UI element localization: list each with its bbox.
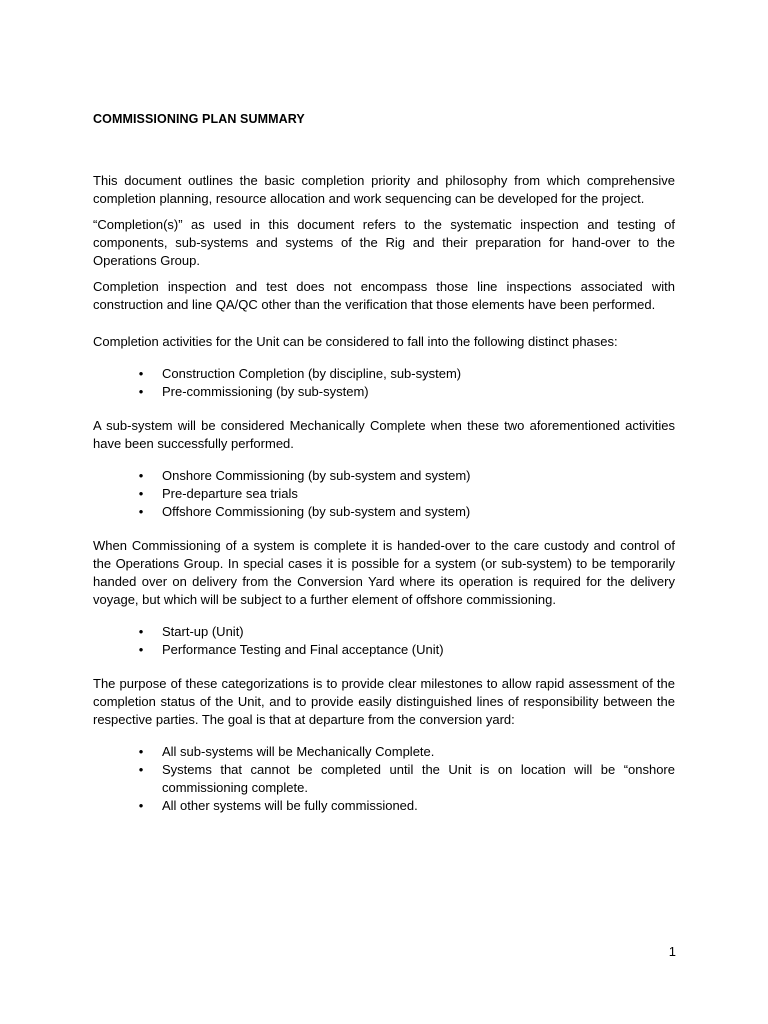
list-item (138, 503, 675, 521)
list-item-text: Construction Completion (by discipline, sub-system) (162, 366, 462, 381)
paragraph-mechanical-complete: A sub-system will be considered Mechanically Complete when these two aforementioned activities have been successfully performed. (93, 418, 675, 451)
bullet-list-commissioning (93, 467, 675, 521)
paragraph-phases-intro: Completion activities for the Unit can be considered to fall into the following distinct phases: (93, 334, 618, 349)
bullet-icon: • (138, 798, 144, 813)
bullet-icon: • (138, 384, 144, 399)
bullet-icon: • (138, 366, 144, 381)
page-number: 1 (668, 944, 676, 959)
paragraph-inspection-scope: Completion inspection and test does not encompass those line inspections associated with construction and line QA/QC other than the verification that those elements have been performed. (93, 279, 675, 312)
document-title: COMMISSIONING PLAN SUMMARY (93, 112, 305, 126)
bullet-list-phases (93, 365, 675, 401)
paragraph-intro: This document outlines the basic completion priority and philosophy from which comprehensive completion planning, resource allocation and work sequencing can be developed for the project. (93, 173, 675, 206)
list-item (138, 623, 675, 641)
list-item-text: Offshore Commissioning (by sub-system and system) (162, 504, 471, 519)
bullet-icon: • (138, 504, 144, 519)
paragraph-purpose: The purpose of these categorizations is to provide clear milestones to allow rapid assessment of the completion status of the Unit, and to provide easily distinguished lines of responsibility between the respective parties. The goal is that at departure from the conversion yard: (93, 676, 675, 727)
list-item (138, 743, 675, 761)
list-item (138, 485, 675, 503)
bullet-icon: • (138, 762, 144, 777)
bullet-icon: • (138, 744, 144, 759)
list-item (138, 365, 675, 383)
paragraph-completion-definition: “Completion(s)” as used in this document refers to the systematic inspection and testing of components, sub-systems and systems of the Rig and their preparation for hand-over to the Operations Group. (93, 217, 675, 268)
list-item (138, 467, 675, 485)
list-item (138, 761, 675, 797)
list-item-text: All other systems will be fully commissioned. (162, 798, 418, 813)
list-item (138, 797, 675, 815)
bullet-list-startup (93, 623, 675, 659)
list-item-text: Onshore Commissioning (by sub-system and system) (162, 468, 471, 483)
bullet-icon: • (138, 642, 144, 657)
bullet-icon: • (138, 486, 144, 501)
bullet-list-departure-goals (93, 743, 675, 815)
paragraph-handover: When Commissioning of a system is complete it is handed-over to the care custody and control of the Operations Group. In special cases it is possible for a system (or sub-system) to be temporarily handed over on delivery from the Conversion Yard where its operation is required for the delivery voyage, but which will be subject to a further element of offshore commissioning. (93, 538, 675, 607)
bullet-icon: • (138, 624, 144, 639)
list-item (138, 641, 675, 659)
list-item-text: Pre-departure sea trials (162, 486, 298, 501)
list-item-text: All sub-systems will be Mechanically Complete. (162, 744, 435, 759)
list-item-text: Pre-commissioning (by sub-system) (162, 384, 369, 399)
list-item (138, 383, 675, 401)
list-item-text: Systems that cannot be completed until the Unit is on location will be “onshore commissioning complete. (162, 762, 675, 795)
list-item-text: Performance Testing and Final acceptance (Unit) (162, 642, 444, 657)
bullet-icon: • (138, 468, 144, 483)
document-body (93, 110, 675, 815)
list-item-text: Start-up (Unit) (162, 624, 244, 639)
